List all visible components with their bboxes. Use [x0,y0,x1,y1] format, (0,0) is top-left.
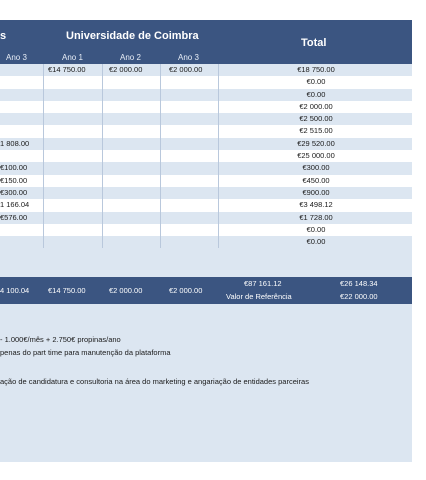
header-total: Total [301,37,327,49]
cell-total: €3 498.12 [299,200,333,210]
cell-left [0,76,40,88]
table-header [0,20,412,64]
cell-year-1 [48,76,98,88]
column-divider [102,125,103,137]
header-university: Universidade de Coimbra [66,30,199,42]
table-row [0,199,412,211]
cell-year-3 [169,76,219,88]
cell-year-2 [109,175,159,187]
cell-total: €2 000.00 [299,101,333,111]
cell-year-1 [48,150,98,162]
column-divider [43,187,44,199]
cell-year-3 [169,125,219,137]
column-divider [160,224,161,236]
cell-left: 1 166.04 [0,200,30,210]
header-year-1: Ano 1 [62,53,83,62]
cell-year-3 [169,138,219,150]
table-row [0,236,412,248]
cell-total: €2 515.00 [299,126,333,136]
totals-left: 4 100.04 [0,286,30,295]
table-body [0,64,412,248]
cell-year-2 [109,89,159,101]
column-divider [102,175,103,187]
cell-year-3 [169,187,219,199]
totals-right-bottom: €22 000.00 [340,292,378,301]
cell-year-3 [169,162,219,174]
cell-year-1 [48,113,98,125]
column-divider [102,101,103,113]
cell-year-1 [48,199,98,211]
column-divider [43,175,44,187]
totals-reference-label: Valor de Referência [226,292,292,301]
table-row [0,64,412,76]
column-divider [160,101,161,113]
cell-year-2 [109,138,159,150]
cell-year-2 [109,150,159,162]
totals-grand-total: €87 161.12 [244,279,282,288]
column-divider [102,138,103,150]
table-row [0,150,412,162]
column-divider [102,64,103,76]
cell-year-2 [109,113,159,125]
column-divider [102,212,103,224]
cell-total: €0.00 [306,77,326,87]
column-divider [160,76,161,88]
column-divider [160,175,161,187]
cell-year-3 [169,199,219,211]
header-left-fragment: s [0,30,7,42]
column-divider [160,113,161,125]
column-divider [43,224,44,236]
header-year-3: Ano 3 [178,53,199,62]
cell-year-2 [109,212,159,224]
column-divider [160,187,161,199]
cell-year-3 [169,224,219,236]
cell-left [0,150,40,162]
cell-year-2 [109,236,159,248]
cell-left [0,89,40,101]
column-divider [43,199,44,211]
cell-left: €100.00 [0,163,28,173]
column-divider [102,89,103,101]
cell-year-2 [109,101,159,113]
cell-year-2 [109,187,159,199]
table-row [0,162,412,174]
cell-year-3: €2 000.00 [169,65,203,74]
column-divider [43,101,44,113]
column-divider [160,162,161,174]
column-divider [43,162,44,174]
table-row [0,76,412,88]
cell-year-3 [169,236,219,248]
column-divider [43,64,44,76]
cell-year-2 [109,76,159,88]
table-row [0,138,412,150]
column-divider [102,150,103,162]
cell-year-1: €14 750.00 [48,65,86,74]
column-divider [43,125,44,137]
column-divider [102,236,103,248]
cell-left: €300.00 [0,187,28,197]
cell-year-3 [169,175,219,187]
header-left-year: Ano 3 [6,53,27,62]
column-divider [102,162,103,174]
cell-year-1 [48,212,98,224]
column-divider [43,150,44,162]
cell-left [0,224,40,236]
cell-total: €0.00 [306,224,326,234]
cell-year-2 [109,125,159,137]
column-divider [160,236,161,248]
table-row [0,187,412,199]
cell-total: €2 500.00 [299,114,333,124]
cell-total: €1 728.00 [299,212,333,222]
totals-year-2: €2 000.00 [109,286,143,295]
cell-total: €0.00 [306,89,326,99]
table-row [0,175,412,187]
sheet-top-blank [0,0,412,20]
cell-left [0,113,40,125]
column-divider [160,125,161,137]
note-line-1: - 1.000€/mês + 2.750€ propinas/ano [0,335,121,344]
column-divider [102,187,103,199]
cell-total: €450.00 [302,175,330,185]
totals-year-1: €14 750.00 [48,286,86,295]
cell-left: €150.00 [0,175,28,185]
cell-left [0,64,40,76]
cell-total: €300.00 [302,163,330,173]
cell-left [0,236,40,248]
totals-right-top: €26 148.34 [340,279,378,288]
cell-total: €25 000.00 [297,151,335,161]
cell-year-3 [169,89,219,101]
table-row [0,89,412,101]
cell-year-2 [109,224,159,236]
column-divider [160,199,161,211]
column-divider [102,224,103,236]
column-divider [160,138,161,150]
cell-year-3 [169,113,219,125]
column-divider [43,138,44,150]
column-divider [102,113,103,125]
column-divider [160,150,161,162]
column-divider [43,89,44,101]
cell-year-2 [109,199,159,211]
column-divider [160,89,161,101]
table-row [0,113,412,125]
cell-left: €576.00 [0,212,28,222]
cell-year-2: €2 000.00 [109,65,143,74]
cell-year-1 [48,175,98,187]
note-line-2: penas do part time para manutenção da plataforma [0,348,171,357]
table-row [0,101,412,113]
cell-year-3 [169,150,219,162]
table-row [0,125,412,137]
cell-year-1 [48,89,98,101]
note-line-3: ação de candidatura e consultoria na área do marketing e angariação de entidades parceiras [0,377,309,386]
column-divider [43,236,44,248]
cell-year-3 [169,212,219,224]
column-divider [102,199,103,211]
table-row [0,224,412,236]
column-divider [43,113,44,125]
table-row [0,212,412,224]
cell-left [0,125,40,137]
totals-year-3: €2 000.00 [169,286,203,295]
cell-total: €29 520.00 [297,138,335,148]
cell-year-1 [48,187,98,199]
column-divider [102,76,103,88]
cell-year-1 [48,236,98,248]
cell-left [0,101,40,113]
cell-year-1 [48,162,98,174]
cell-year-1 [48,138,98,150]
cell-total: €900.00 [302,187,330,197]
cell-year-1 [48,125,98,137]
cell-year-1 [48,224,98,236]
cell-total: €0.00 [306,237,326,247]
cell-year-3 [169,101,219,113]
header-year-2: Ano 2 [120,53,141,62]
column-divider [160,212,161,224]
totals-row [0,277,412,304]
cell-left: 1 808.00 [0,138,30,148]
cell-year-1 [48,101,98,113]
column-divider [160,64,161,76]
column-divider [43,76,44,88]
cell-year-2 [109,162,159,174]
column-divider [43,212,44,224]
cell-total: €18 750.00 [297,65,335,74]
